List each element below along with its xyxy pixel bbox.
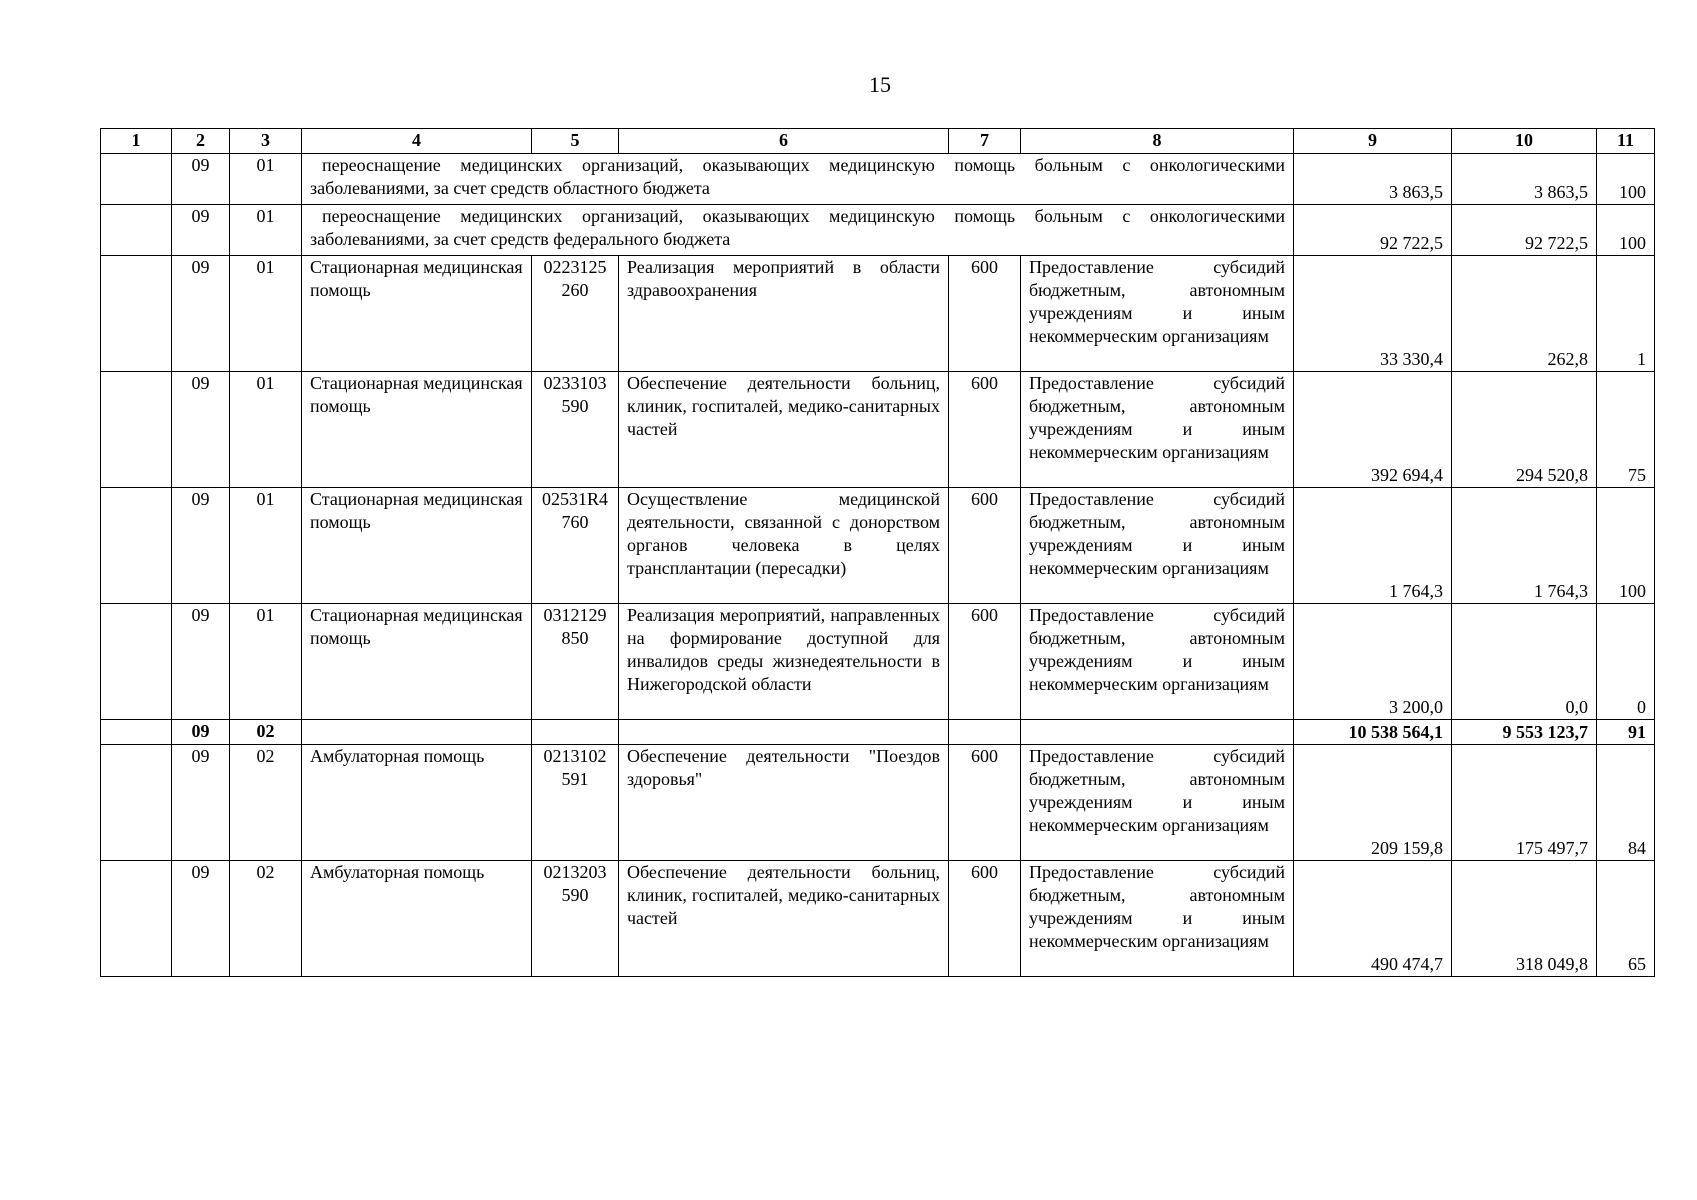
cell-actual: 1 764,3 (1452, 488, 1597, 604)
cell-section: 09 (172, 861, 230, 977)
cell-expense-name (1021, 720, 1294, 745)
column-header: 11 (1597, 129, 1655, 154)
cell-target-code: 0223125260 (532, 256, 619, 372)
cell-expense-name: Предоставление субсидий бюджетным, автономным учреждениям и иным некоммерческим организациям (1021, 604, 1294, 720)
cell-actual: 262,8 (1452, 256, 1597, 372)
cell-expense-type: 600 (949, 604, 1021, 720)
cell-expense-name: Предоставление субсидий бюджетным, автономным учреждениям и иным некоммерческим организациям (1021, 372, 1294, 488)
cell-section: 09 (172, 205, 230, 256)
column-header: 1 (101, 129, 172, 154)
cell-program-name: Обеспечение деятельности "Поездов здоровья" (619, 745, 949, 861)
cell-actual: 3 863,5 (1452, 154, 1597, 205)
cell-expense-name: Предоставление субсидий бюджетным, автономным учреждениям и иным некоммерческим организациям (1021, 256, 1294, 372)
cell-target-code (532, 720, 619, 745)
table-row (101, 154, 1655, 205)
cell-program-name: Обеспечение деятельности больниц, клиник, госпиталей, медико-санитарных частей (619, 861, 949, 977)
column-header: 4 (302, 129, 532, 154)
cell-program-name: Реализация мероприятий в области здравоохранения (619, 256, 949, 372)
cell-planned: 490 474,7 (1294, 861, 1452, 977)
cell-section: 09 (172, 372, 230, 488)
cell-section: 09 (172, 604, 230, 720)
table-row (101, 256, 1655, 372)
cell-expense-type: 600 (949, 372, 1021, 488)
column-header: 9 (1294, 129, 1452, 154)
cell-col1 (101, 604, 172, 720)
cell-target-code: 0312129850 (532, 604, 619, 720)
cell-col1 (101, 205, 172, 256)
cell-percent: 84 (1597, 745, 1655, 861)
column-header: 6 (619, 129, 949, 154)
cell-col1 (101, 720, 172, 745)
cell-section: 09 (172, 745, 230, 861)
cell-actual: 0,0 (1452, 604, 1597, 720)
column-header: 10 (1452, 129, 1597, 154)
page-number: 15 (869, 72, 891, 97)
cell-percent: 0 (1597, 604, 1655, 720)
cell-col1 (101, 154, 172, 205)
cell-subsection: 01 (230, 604, 302, 720)
cell-subsection: 01 (230, 488, 302, 604)
cell-subsection: 01 (230, 372, 302, 488)
cell-expense-name: Предоставление субсидий бюджетным, автономным учреждениям и иным некоммерческим организациям (1021, 745, 1294, 861)
cell-subsection-name: Стационарная медицинская помощь (302, 488, 532, 604)
cell-planned: 209 159,8 (1294, 745, 1452, 861)
cell-percent: 100 (1597, 205, 1655, 256)
cell-expense-type: 600 (949, 488, 1021, 604)
cell-subsection-name: Амбулаторная помощь (302, 861, 532, 977)
cell-planned: 392 694,4 (1294, 372, 1452, 488)
column-header: 3 (230, 129, 302, 154)
cell-target-code: 0213102591 (532, 745, 619, 861)
cell-percent: 1 (1597, 256, 1655, 372)
cell-actual: 175 497,7 (1452, 745, 1597, 861)
cell-subsection-name: Амбулаторная помощь (302, 745, 532, 861)
column-header: 8 (1021, 129, 1294, 154)
cell-program-name (619, 720, 949, 745)
cell-percent: 91 (1597, 720, 1655, 745)
cell-span-description: переоснащение медицинских организаций, оказывающих медицинскую помощь больным с онкологическими заболеваниями, за счет средств областного бюджета (302, 154, 1294, 205)
table-row (101, 372, 1655, 488)
cell-program-name: Обеспечение деятельности больниц, клиник, госпиталей, медико-санитарных частей (619, 372, 949, 488)
cell-actual: 9 553 123,7 (1452, 720, 1597, 745)
cell-section: 09 (172, 488, 230, 604)
cell-expense-name: Предоставление субсидий бюджетным, автономным учреждениям и иным некоммерческим организациям (1021, 488, 1294, 604)
column-header: 7 (949, 129, 1021, 154)
cell-program-name: Реализация мероприятий, направленных на формирование доступной для инвалидов среды жизнедеятельности в Нижегородской области (619, 604, 949, 720)
cell-subsection: 01 (230, 154, 302, 205)
column-header: 2 (172, 129, 230, 154)
table-row (101, 488, 1655, 604)
cell-col1 (101, 488, 172, 604)
cell-span-description: переоснащение медицинских организаций, оказывающих медицинскую помощь больным с онкологическими заболеваниями, за счет средств федерального бюджета (302, 205, 1294, 256)
cell-planned: 1 764,3 (1294, 488, 1452, 604)
cell-subsection-name: Стационарная медицинская помощь (302, 604, 532, 720)
table-row (101, 604, 1655, 720)
cell-percent: 65 (1597, 861, 1655, 977)
cell-subsection-name: Стационарная медицинская помощь (302, 372, 532, 488)
cell-actual: 318 049,8 (1452, 861, 1597, 977)
cell-actual: 92 722,5 (1452, 205, 1597, 256)
cell-planned: 3 863,5 (1294, 154, 1452, 205)
table-row (101, 861, 1655, 977)
cell-subsection: 01 (230, 205, 302, 256)
cell-expense-type: 600 (949, 256, 1021, 372)
cell-subsection: 02 (230, 720, 302, 745)
cell-section: 09 (172, 720, 230, 745)
cell-percent: 100 (1597, 488, 1655, 604)
cell-target-code: 0213203590 (532, 861, 619, 977)
cell-expense-type: 600 (949, 861, 1021, 977)
cell-section: 09 (172, 154, 230, 205)
table-row (101, 745, 1655, 861)
column-header: 5 (532, 129, 619, 154)
cell-program-name: Осуществление медицинской деятельности, связанной с донорством органов человека в целях трансплантации (пересадки) (619, 488, 949, 604)
table-row (101, 205, 1655, 256)
cell-section: 09 (172, 256, 230, 372)
cell-expense-type: 600 (949, 745, 1021, 861)
cell-col1 (101, 745, 172, 861)
cell-planned: 92 722,5 (1294, 205, 1452, 256)
cell-target-code: 02531R4760 (532, 488, 619, 604)
cell-expense-name: Предоставление субсидий бюджетным, автономным учреждениям и иным некоммерческим организациям (1021, 861, 1294, 977)
cell-col1 (101, 372, 172, 488)
cell-percent: 75 (1597, 372, 1655, 488)
cell-actual: 294 520,8 (1452, 372, 1597, 488)
cell-subsection: 02 (230, 745, 302, 861)
cell-subsection-name (302, 720, 532, 745)
cell-subsection: 02 (230, 861, 302, 977)
cell-subsection: 01 (230, 256, 302, 372)
cell-planned: 33 330,4 (1294, 256, 1452, 372)
cell-col1 (101, 861, 172, 977)
cell-subsection-name: Стационарная медицинская помощь (302, 256, 532, 372)
budget-table (100, 128, 1655, 977)
subtotal-row (101, 720, 1655, 745)
cell-col1 (101, 256, 172, 372)
header-row (101, 129, 1655, 154)
cell-percent: 100 (1597, 154, 1655, 205)
cell-target-code: 0233103590 (532, 372, 619, 488)
cell-planned: 10 538 564,1 (1294, 720, 1452, 745)
cell-expense-type (949, 720, 1021, 745)
cell-planned: 3 200,0 (1294, 604, 1452, 720)
